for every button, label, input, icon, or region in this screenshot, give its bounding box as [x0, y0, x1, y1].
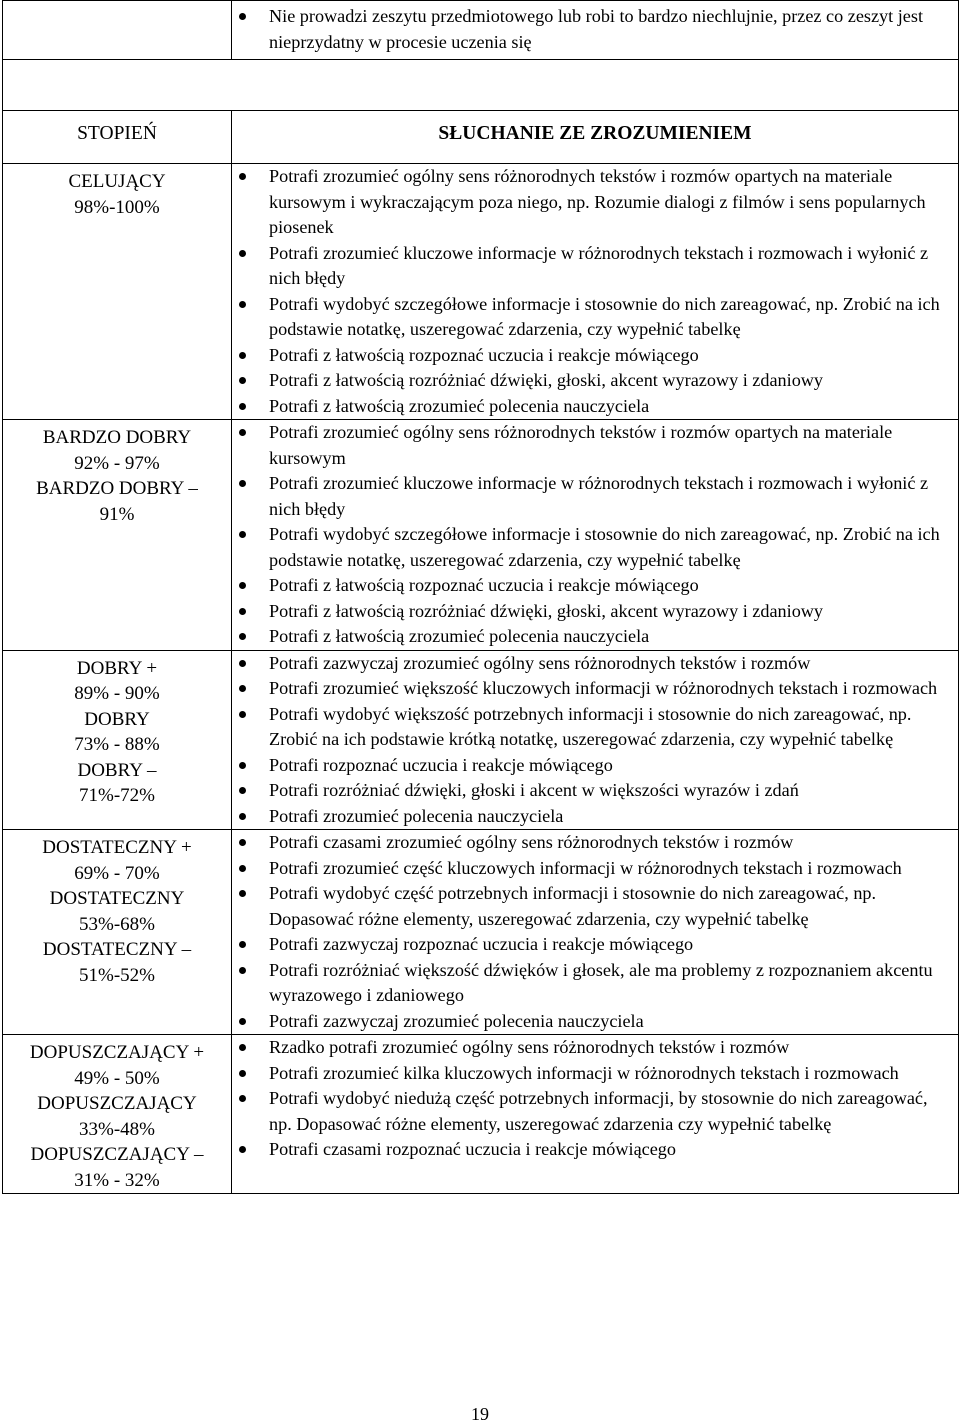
list-item: Rzadko potrafi zrozumieć ogólny sens różnorodnych tekstów i rozmów — [269, 1035, 954, 1061]
list-item: Potrafi zrozumieć ogólny sens różnorodnych tekstów i rozmów opartych na materiale kursowym — [269, 420, 954, 471]
list-item: Potrafi zrozumieć kluczowe informacje w różnorodnych tekstach i rozmowach i wyłonić z nich błędy — [269, 471, 954, 522]
list-item: Potrafi wydobyć niedużą część potrzebnych informacji, by stosownie do nich zareagować, np. Dopasować różne elementy, uszeregować zdarzenia czy wypełnić tabelkę — [269, 1086, 954, 1137]
top-row-empty-cell — [3, 1, 232, 60]
criteria-cell — [232, 164, 959, 420]
list-item: Potrafi zazwyczaj zrozumieć ogólny sens różnorodnych tekstów i rozmów — [269, 651, 954, 677]
grade-label: 92% - 97% — [74, 452, 160, 474]
grade-label: DOSTATECZNY + — [42, 837, 192, 858]
grade-label: 89% - 90% — [74, 683, 160, 704]
page-number: 19 — [471, 1404, 489, 1424]
list-item: Potrafi wydobyć większość potrzebnych informacji i stosownie do nich zareagować, np. Zrobić na ich podstawie krótką notatkę, uszeregować zdarzenia, czy wypełnić tabelkę — [269, 702, 954, 753]
table-row — [3, 650, 959, 830]
table-row — [3, 1035, 959, 1194]
table-row — [3, 830, 959, 1035]
list-item: Potrafi wydobyć szczegółowe informacje i stosownie do nich zareagować, np. Zrobić na ich podstawie notatkę, uszeregować zdarzenia, czy wypełnić tabelkę — [269, 522, 954, 573]
grade-cell — [3, 164, 232, 420]
list-item: Potrafi zazwyczaj zrozumieć polecenia nauczyciela — [269, 1009, 954, 1035]
grade-label: DOSTATECZNY – — [42, 939, 192, 960]
grading-table — [2, 0, 959, 1194]
header-grade: STOPIEŃ — [3, 111, 232, 164]
criteria-cell — [232, 830, 959, 1035]
grade-cell — [3, 420, 232, 651]
list-item: Potrafi zazwyczaj rozpoznać uczucia i reakcje mówiącego — [269, 932, 954, 958]
list-item: Nie prowadzi zeszytu przedmiotowego lub robi to bardzo niechlujnie, przez co zeszyt jest nieprzydatny w procesie uczenia się — [269, 4, 954, 55]
grade-label: 31% - 32% — [74, 1169, 160, 1191]
grade-cell — [3, 1035, 232, 1194]
criteria-list — [232, 420, 958, 650]
grade-label: DOBRY + — [76, 657, 158, 679]
list-item: Potrafi czasami zrozumieć ogólny sens różnorodnych tekstów i rozmów — [269, 830, 954, 856]
table-row — [3, 420, 959, 651]
criteria-list — [232, 1035, 958, 1163]
grade-cell — [3, 650, 232, 830]
grade-label: DOPUSZCZAJĄCY — [37, 1093, 197, 1114]
grade-label: 33%-48% — [79, 1118, 155, 1140]
list-item: Potrafi z łatwością rozróżniać dźwięki, głoski, akcent wyrazowy i zdaniowy — [269, 368, 954, 394]
grade-label: 49% - 50% — [74, 1067, 160, 1089]
list-item: Potrafi rozróżniać większość dźwięków i głosek, ale ma problemy z rozpoznaniem akcentu wyrazowego i zdaniowego — [269, 958, 954, 1009]
list-item: Potrafi z łatwością rozpoznać uczucia i reakcje mówiącego — [269, 343, 954, 369]
list-item: Potrafi z łatwością rozpoznać uczucia i reakcje mówiącego — [269, 573, 954, 599]
list-item: Potrafi z łatwością rozróżniać dźwięki, głoski, akcent wyrazowy i zdaniowy — [269, 599, 954, 625]
grade-label: 69% - 70% — [74, 862, 160, 884]
grade-label: DOPUSZCZAJĄCY + — [29, 1042, 205, 1063]
list-item: Potrafi z łatwością zrozumieć polecenia nauczyciela — [269, 624, 954, 650]
grade-label: 91% — [99, 503, 135, 525]
criteria-list — [232, 830, 958, 1034]
list-item: Potrafi zrozumieć większość kluczowych informacji w różnorodnych tekstach i rozmowach — [269, 676, 954, 702]
header-row — [3, 111, 959, 164]
criteria-cell — [232, 650, 959, 830]
grade-label: 71%-72% — [79, 785, 155, 806]
grade-label: 53%-68% — [79, 913, 155, 935]
grade-label: DOBRY – — [77, 759, 157, 781]
list-item: Potrafi zrozumieć kilka kluczowych informacji w różnorodnych tekstach i rozmowach — [269, 1061, 954, 1087]
criteria-list — [232, 164, 958, 419]
table-row — [3, 164, 959, 420]
list-item: Potrafi zrozumieć część kluczowych informacji w różnorodnych tekstach i rozmowach — [269, 856, 954, 882]
grade-label: DOPUSZCZAJĄCY – — [30, 1144, 204, 1165]
grade-cell — [3, 830, 232, 1035]
criteria-cell — [232, 1035, 959, 1194]
top-row — [3, 1, 959, 60]
top-row-list — [232, 1, 958, 55]
list-item: Potrafi rozróżniać dźwięki, głoski i akcent w większości wyrazów i zdań — [269, 778, 954, 804]
grade-label: 73% - 88% — [74, 734, 160, 755]
list-item: Potrafi czasami rozpoznać uczucia i reakcje mówiącego — [269, 1137, 954, 1163]
list-item: Potrafi rozpoznać uczucia i reakcje mówiącego — [269, 753, 954, 779]
grade-label: BARDZO DOBRY – — [36, 478, 198, 499]
grade-label: BARDZO DOBRY — [42, 427, 192, 448]
grade-rows — [3, 164, 959, 1194]
criteria-cell — [232, 420, 959, 651]
table-gap — [3, 60, 959, 111]
grade-label: 98%-100% — [74, 196, 160, 218]
list-item: Potrafi zrozumieć kluczowe informacje w różnorodnych tekstach i rozmowach i wyłonić z nich błędy — [269, 241, 954, 292]
list-item: Potrafi z łatwością zrozumieć polecenia nauczyciela — [269, 394, 954, 420]
criteria-list — [232, 651, 958, 830]
top-row-criteria-cell — [232, 1, 959, 60]
grade-label: DOBRY — [84, 708, 150, 730]
grade-label: 51%-52% — [79, 964, 155, 986]
list-item: Potrafi wydobyć szczegółowe informacje i stosownie do nich zareagować, np. Zrobić na ich podstawie notatkę, uszeregować zdarzenia, czy wypełnić tabelkę — [269, 292, 954, 343]
grade-label: CELUJĄCY — [68, 171, 166, 192]
list-item: Potrafi zrozumieć polecenia nauczyciela — [269, 804, 954, 830]
grade-label: DOSTATECZNY — [49, 888, 185, 909]
list-item: Potrafi zrozumieć ogólny sens różnorodnych tekstów i rozmów opartych na materiale kursowym i wykraczającym poza niego, np. Rozumie dialogi z filmów i sens popularnych piosenek — [269, 164, 954, 241]
list-item: Potrafi wydobyć część potrzebnych informacji i stosownie do nich zareagować, np. Dopasować różne elementy, uszeregować zdarzenia, czy wypełnić tabelkę — [269, 881, 954, 932]
header-listening: SŁUCHANIE ZE ZROZUMIENIEM — [232, 111, 959, 164]
